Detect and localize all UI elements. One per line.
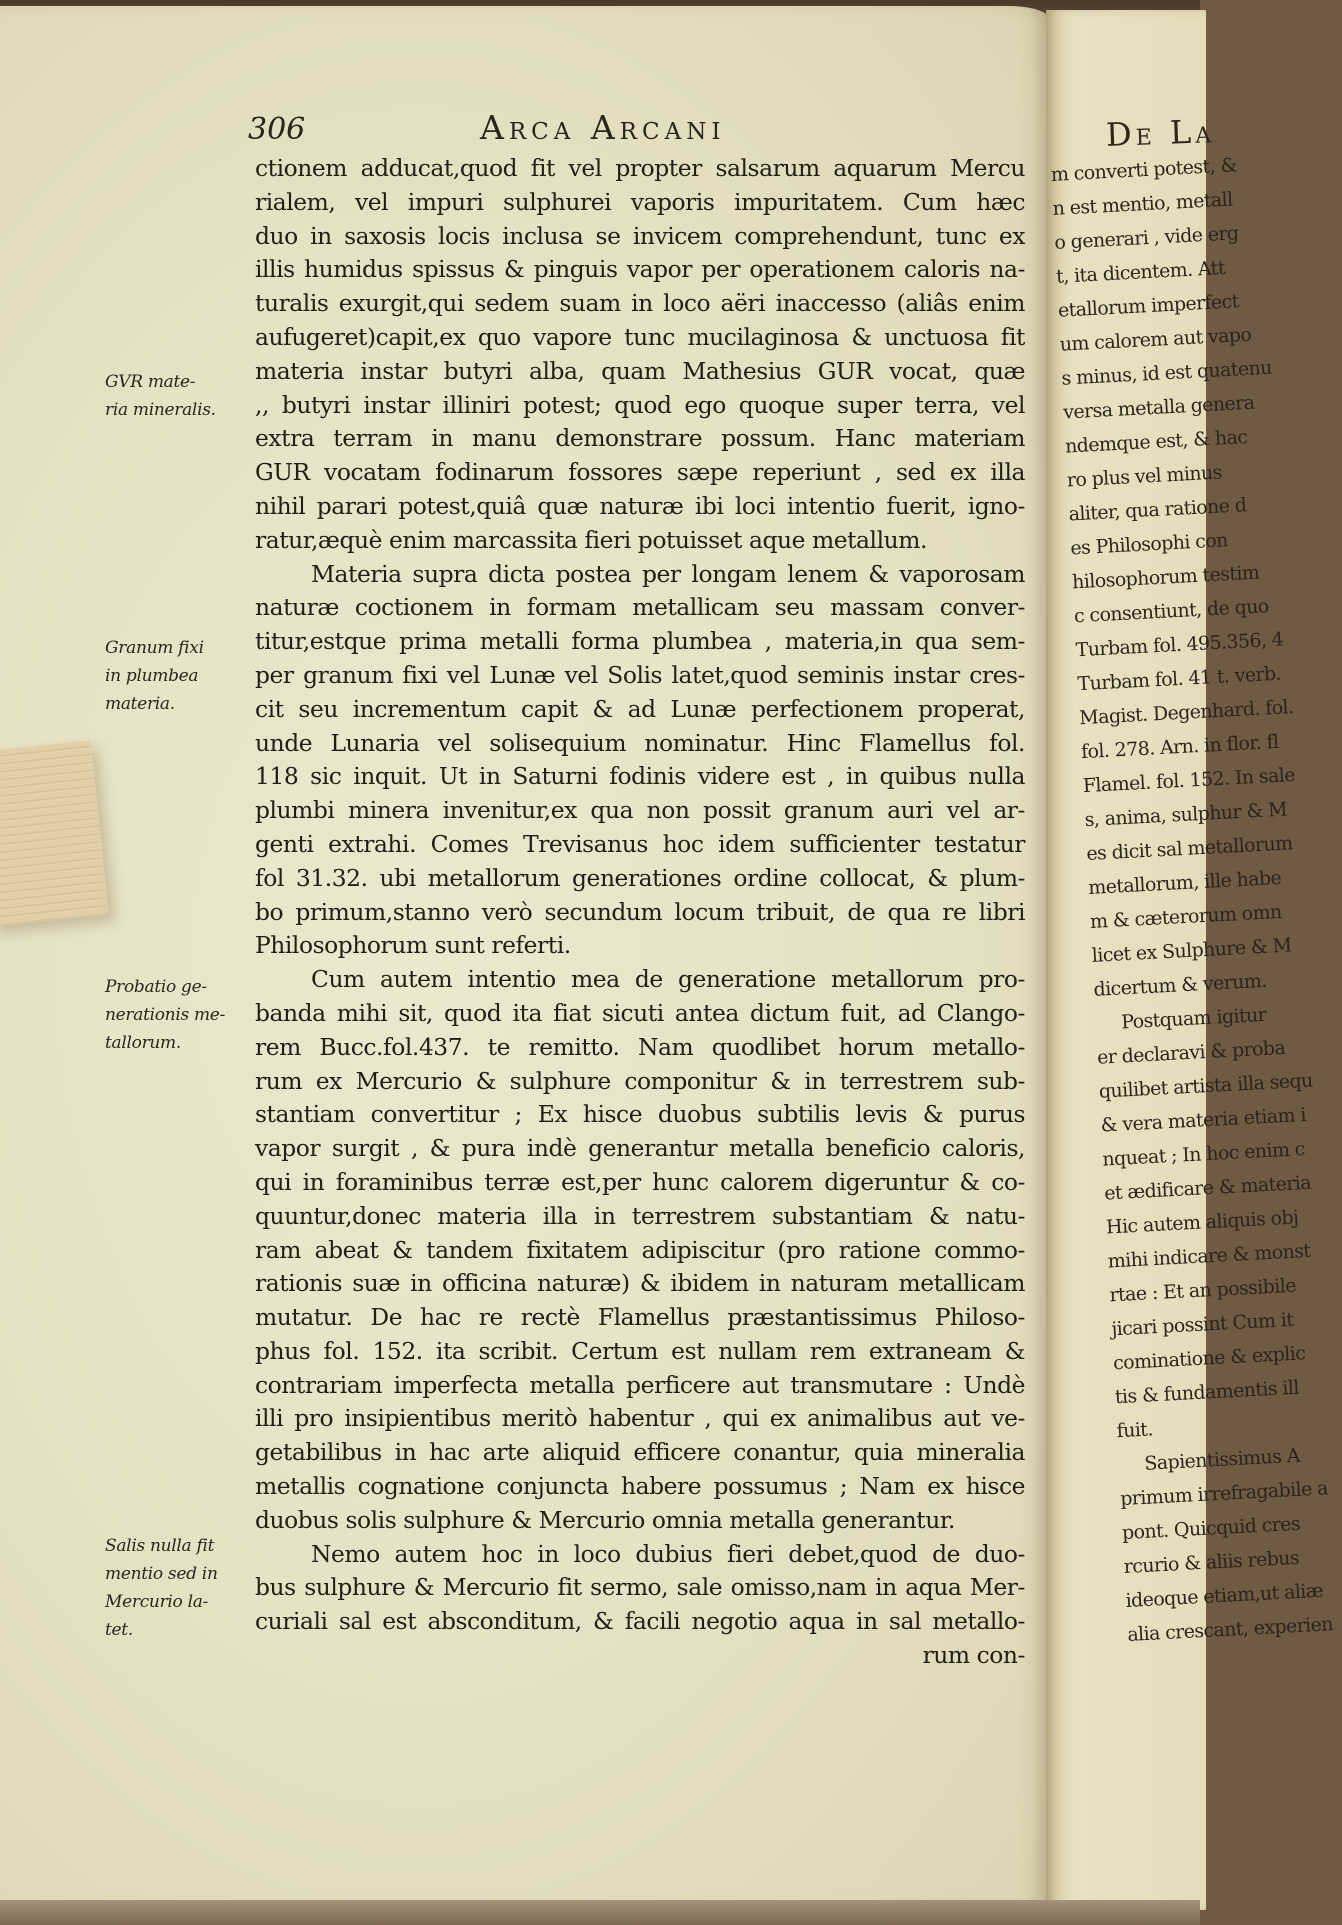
text-line: illis humidus spissus & pinguis vapor per operationem caloris na- — [255, 255, 1025, 284]
text-line: titur,estque prima metalli forma plumbea , materia,in qua sem- — [255, 627, 1025, 656]
right-text-line: es dicit sal metallorum — [1085, 832, 1293, 866]
margin-note-line: Mercurio la- — [105, 1592, 208, 1612]
margin-note-line: Probatio ge- — [105, 977, 207, 997]
right-text-line: versa metalla genera — [1062, 391, 1255, 424]
margin-note-probatio — [105, 973, 255, 1057]
right-text-line: et ædificare & materia — [1103, 1171, 1312, 1205]
right-text-line: quilibet artista illa sequ — [1098, 1069, 1314, 1103]
right-text-line: Postquam igitur — [1120, 1003, 1267, 1034]
right-text-line: nqueat ; In hoc enim c — [1101, 1138, 1306, 1171]
right-text-line: s, anima, sulphur & M — [1084, 798, 1288, 832]
text-line: genti extrahi. Comes Trevisanus hoc idem sufficienter testatur — [255, 829, 1025, 858]
right-text-line: Flamel. fol. 152. In sale — [1082, 764, 1296, 798]
text-line: ,, butyri instar illiniri potest; quod ego quoque super terra, vel — [255, 390, 1025, 419]
right-text-line: Turbam fol. 495.356, 4 — [1075, 628, 1284, 662]
text-line: extra terram in manu demonstrare possum. Hanc materiam — [255, 424, 1025, 453]
right-text-line: pont. Quicquid cres — [1121, 1512, 1301, 1545]
right-text-line: es Philosophi con — [1069, 529, 1229, 560]
text-line: Materia supra dicta postea per longam lenem & vaporosam — [311, 559, 1025, 588]
text-line: illi pro insipientibus meritò habentur , qui ex animalibus aut ve- — [255, 1404, 1025, 1433]
right-text-line: m & cæterorum omn — [1089, 900, 1283, 933]
margin-note-line: Salis nulla fit — [105, 1536, 215, 1556]
text-line: duo in saxosis locis inclusa se invicem comprehendunt, tunc ex — [255, 221, 1025, 250]
text-line: unde Lunaria vel solisequium nominatur. Hinc Flamellus fol. — [255, 728, 1025, 757]
right-text-line: Sapientissimus A — [1143, 1444, 1301, 1475]
margin-note-gur — [105, 368, 255, 424]
right-text-line: Magist. Degenhard. fol. — [1078, 696, 1294, 730]
right-text-line: n est mentio, metall — [1052, 188, 1234, 220]
right-text-line: metallorum, ille habe — [1087, 866, 1282, 899]
right-text-line: rcurio & aliis rebus — [1123, 1546, 1300, 1579]
right-text-line: hilosophorum testim — [1071, 561, 1260, 594]
right-text-line: c consentiunt, de quo — [1073, 595, 1270, 628]
text-line: duobus solis sulphure & Mercurio omnia metalla generantur. — [255, 1505, 955, 1534]
text-line: phus fol. 152. ita scribit. Certum est nullam rem extraneam & — [255, 1336, 1025, 1365]
text-line: banda mihi sit, quod ita fiat sicuti antea dictum fuit, ad Clango- — [255, 998, 1025, 1027]
text-line: bo primum,stanno verò secundum locum tribuit, de qua re libri — [255, 897, 1025, 926]
right-text-line: mihi indicare & monst — [1107, 1239, 1311, 1273]
text-line: turalis exurgit,qui sedem suam in loco aëri inaccesso (aliâs enim — [255, 289, 1025, 318]
text-line: rem Bucc.fol.437. te remitto. Nam quodlibet horum metallo- — [255, 1032, 1025, 1061]
right-text-line: fol. 278. Arn. in flor. fl — [1080, 730, 1280, 764]
right-text-line: etallorum imperfect — [1057, 290, 1240, 322]
right-text-line: m converti potest, & — [1050, 154, 1238, 186]
text-line: rationis suæ in officina naturæ) & ibidem in naturam metallicam — [255, 1269, 1025, 1298]
right-text-line: alia crescant, experien — [1126, 1613, 1334, 1646]
text-line: ratur,æquè enim marcassita fieri potuisset aque metallum. — [255, 525, 927, 554]
right-text-line: fuit. — [1116, 1418, 1154, 1443]
right-text-line: s minus, id est quatenu — [1060, 356, 1273, 390]
right-text-line: dicertum & verum. — [1093, 969, 1268, 1001]
margin-note-line: mentio sed in — [105, 1564, 218, 1584]
catchword: rum con- — [922, 1641, 1025, 1670]
text-line: 118 sic inquit. Ut in Saturni fodinis videre est , in quibus nulla — [255, 762, 1025, 791]
text-line: materia instar butyri alba, quam Mathesius GUR vocat, quæ — [255, 356, 1025, 385]
right-text-line: primum irrefragabile a — [1119, 1477, 1329, 1511]
text-line: curiali sal est absconditum, & facili negotio aqua in sal metallo- — [255, 1607, 1025, 1636]
paragraph-4 — [255, 1538, 1025, 1673]
text-line: vapor surgit , & pura indè generantur metalla beneficio caloris, — [255, 1134, 1025, 1163]
right-text-line: Turbam fol. 41 t. verb. — [1077, 662, 1282, 696]
text-line: per granum fixi vel Lunæ vel Solis latet,quod seminis instar cres- — [255, 660, 1025, 689]
right-text-line: licet ex Sulphure & M — [1091, 934, 1292, 967]
right-text-line: ndemque est, & hac — [1064, 426, 1248, 458]
right-text-line: um calorem aut vapo — [1059, 323, 1252, 356]
paragraph-1 — [255, 152, 1025, 558]
right-text-line: er declaravi & proba — [1096, 1036, 1286, 1069]
text-line: aufugeret)capit,ex quo vapore tunc mucilaginosa & unctuosa fit — [255, 322, 1025, 351]
paragraph-3 — [255, 963, 1025, 1538]
text-line: rum ex Mercurio & sulphure componitur & in terrestrem sub- — [255, 1066, 1025, 1095]
running-title: Arca Arcani — [480, 108, 726, 147]
left-page — [0, 6, 1048, 1906]
margin-note-line: tet. — [105, 1620, 133, 1640]
text-line: bus sulphure & Mercurio fit sermo, sale omisso,nam in aqua Mer- — [255, 1573, 1025, 1602]
margin-note-line: ria mineralis. — [105, 400, 216, 420]
text-line: plumbi minera invenitur,ex qua non possit granum auri vel ar- — [255, 796, 1025, 825]
text-line: naturæ coctionem in formam metallicam seu massam conver- — [255, 593, 1025, 622]
right-text-line: & vera materia etiam i — [1100, 1103, 1307, 1137]
text-line: Nemo autem hoc in loco dubius fieri debet,quod de duo- — [311, 1539, 1025, 1568]
right-text-line: cominatione & explic — [1112, 1342, 1306, 1375]
margin-note-line: in plumbea — [105, 666, 199, 686]
right-text-line: tis & fundamentis ill — [1114, 1376, 1300, 1409]
body-text — [255, 152, 1025, 1673]
right-page-text — [1050, 148, 1334, 1652]
book-bottom-edge — [0, 1900, 1200, 1925]
text-line: rialem, vel impuri sulphurei vaporis impuritatem. Cum hæc — [255, 187, 1025, 216]
paragraph-2 — [255, 558, 1025, 964]
text-line: cit seu incrementum capit & ad Lunæ perfectionem properat, — [255, 694, 1025, 723]
text-line: fol 31.32. ubi metallorum generationes ordine collocat, & plum- — [255, 863, 1025, 892]
right-page — [1046, 10, 1334, 1910]
right-text-line: rtae : Et an possibile — [1109, 1274, 1297, 1307]
text-line: Cum autem intentio mea de generatione metallorum pro- — [311, 965, 1025, 994]
margin-note-granum — [105, 634, 255, 718]
right-running-title: De La — [1105, 112, 1216, 154]
page-number: 306 — [248, 112, 306, 147]
right-text-line: aliter, qua ratione d — [1068, 494, 1247, 526]
right-text-line: ideoque etiam,ut aliæ — [1125, 1579, 1324, 1613]
text-line: nihil parari potest,quiâ quæ naturæ ibi loci intentio fuerit, igno- — [255, 491, 1025, 520]
right-text-line: ro plus vel minus — [1066, 461, 1223, 492]
right-text-line: o generari , vide erg — [1053, 222, 1239, 254]
text-line: mutatur. De hac re rectè Flamellus præstantissimus Philoso- — [255, 1303, 1025, 1332]
text-line: qui in foraminibus terræ est,per hunc calorem digeruntur & co- — [255, 1167, 1025, 1196]
text-line: contrariam imperfecta metalla perficere aut transmutare : Undè — [255, 1370, 1025, 1399]
margin-note-salis — [105, 1532, 255, 1644]
text-line: stantiam convertitur ; Ex hisce duobus subtilis levis & purus — [255, 1100, 1025, 1129]
page-header — [248, 108, 988, 148]
text-line: metallis cognatione conjuncta habere possumus ; Nam ex hisce — [255, 1472, 1025, 1501]
right-text-line: jicari possint Cum it — [1110, 1308, 1294, 1341]
margin-note-line: GVR mate- — [105, 372, 196, 392]
text-line: quuntur,donec materia illa in terrestrem substantiam & natu- — [255, 1201, 1025, 1230]
margin-note-line: tallorum. — [105, 1033, 181, 1053]
text-line: getabilibus in hac arte aliquid efficere conantur, quia mineralia — [255, 1438, 1025, 1467]
margin-note-line: materia. — [105, 694, 175, 714]
page-bundle-edge — [0, 740, 109, 927]
text-line: GUR vocatam fodinarum fossores sæpe reperiunt , sed ex illa — [255, 458, 1025, 487]
text-line: Philosophorum sunt referti. — [255, 931, 571, 960]
text-line: ctionem adducat,quod fit vel propter salsarum aquarum Mercu — [255, 154, 1025, 182]
text-line: ram abeat & tandem fixitatem adipiscitur (pro ratione commo- — [255, 1235, 1025, 1264]
margin-note-line: Granum fixi — [105, 638, 204, 658]
margin-note-line: nerationis me- — [105, 1005, 226, 1025]
right-text-line: Hic autem aliquis obj — [1105, 1206, 1299, 1239]
right-text-line: t, ita dicentem. Att — [1055, 257, 1226, 288]
